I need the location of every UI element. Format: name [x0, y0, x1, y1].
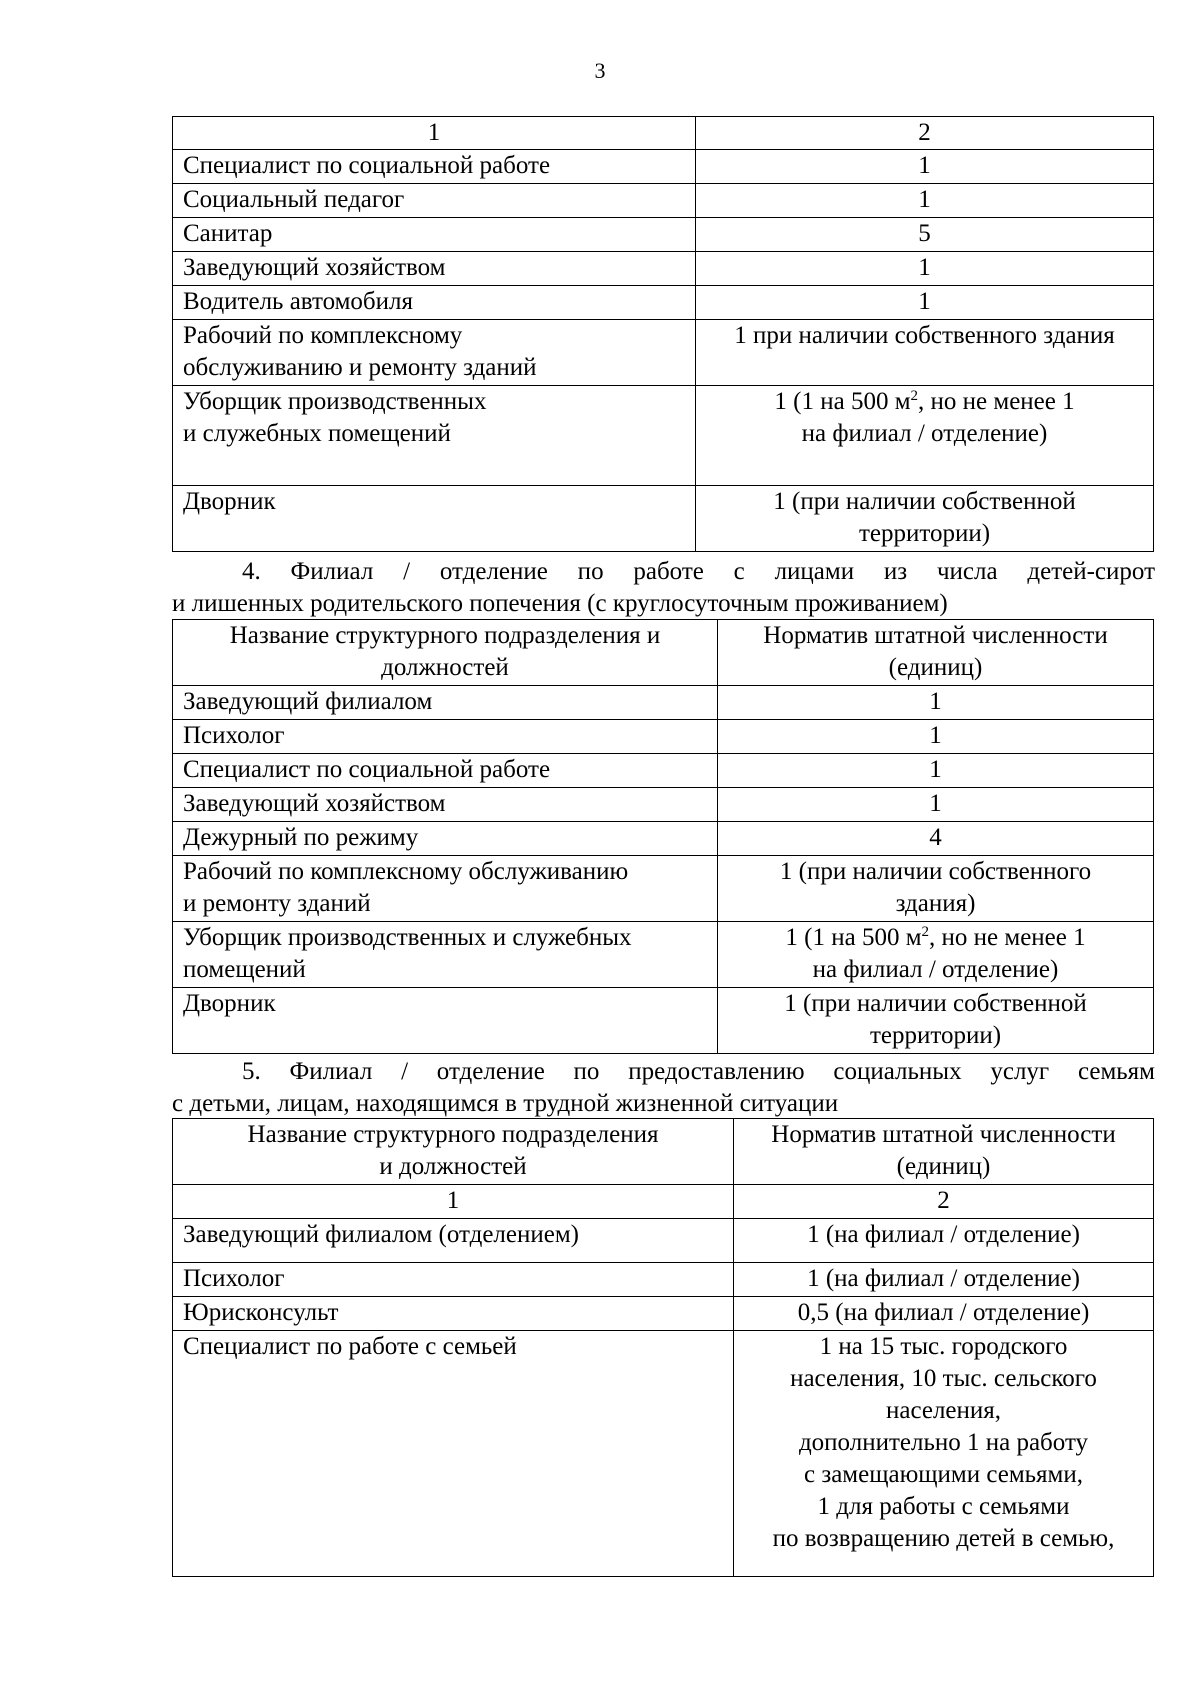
position-name [173, 922, 718, 988]
position-name: Дворник [173, 486, 696, 552]
staff-norm-line: по возвращению детей в семью, [772, 1525, 1115, 1552]
page-number: 3 [594, 58, 606, 83]
table-row [173, 1219, 1154, 1263]
staff-norm: 1 [696, 150, 1154, 184]
table-row [173, 486, 1154, 552]
column-number-1: 1 [173, 1185, 734, 1219]
staff-norm: 1 при наличии собственного здания [696, 320, 1154, 386]
norm-text: 1 (1 на 500 м [785, 924, 922, 951]
section-5-staffing-table [172, 1118, 1154, 1577]
table-row [173, 988, 1154, 1054]
header-line: (единиц) [888, 654, 983, 681]
heading-line: с детьми, лицам, находящимся в трудной жизненной ситуации [172, 1090, 839, 1117]
section-4-staffing-table [172, 619, 1154, 1054]
staff-norm: 1 [718, 788, 1154, 822]
staff-norm [696, 486, 1154, 552]
staff-norm-line [706, 386, 1143, 418]
table-row [173, 856, 1154, 922]
staff-norm-line [728, 922, 1143, 954]
column-header-name [173, 1119, 734, 1185]
staff-norm-line: населения, 10 тыс. сельского [790, 1365, 1097, 1392]
table-row [173, 1297, 1154, 1331]
position-name: Водитель автомобиля [173, 286, 696, 320]
staff-norm: 0,5 (на филиал / отделение) [734, 1297, 1154, 1331]
header-line: Название структурного подразделения и [229, 622, 661, 649]
position-name: Заведующий филиалом (отделением) [173, 1219, 734, 1263]
position-name: Специалист по работе с семьей [173, 1331, 734, 1577]
position-name: Заведующий хозяйством [173, 788, 718, 822]
staff-norm: 1 [718, 720, 1154, 754]
staff-norm-line: населения, [885, 1397, 1002, 1424]
position-name: Юрисконсульт [173, 1297, 734, 1331]
heading-line: и лишенных родительского попечения (с круглосуточным проживанием) [172, 590, 948, 617]
staff-norm [734, 1331, 1154, 1577]
position-name: Специалист по социальной работе [173, 150, 696, 184]
staff-norm [718, 988, 1154, 1054]
staff-norm-line: дополнительно 1 на работу [798, 1429, 1089, 1456]
position-name-line: Рабочий по комплексному [183, 322, 463, 349]
table-header-row [173, 1119, 1154, 1185]
staff-norm [696, 386, 1154, 486]
position-name: Санитар [173, 218, 696, 252]
staff-norm-line: 1 для работы с семьями [817, 1493, 1070, 1520]
table-row [173, 286, 1154, 320]
table-row [173, 822, 1154, 856]
position-name-line: Уборщик производственных [183, 388, 487, 415]
table-row [173, 788, 1154, 822]
table-row [173, 150, 1154, 184]
table-row [173, 386, 1154, 486]
table-header-row [173, 620, 1154, 686]
position-name: Дворник [173, 988, 718, 1054]
norm-text: , но не менее 1 [929, 924, 1086, 951]
position-name [173, 320, 696, 386]
header-line: должностей [381, 654, 509, 681]
staff-norm-line: территории) [869, 1022, 1002, 1049]
table-row [173, 252, 1154, 286]
position-name-line: обслуживанию и ремонту зданий [183, 354, 537, 381]
table-row [173, 922, 1154, 988]
header-line: (единиц) [896, 1153, 991, 1180]
position-name: Психолог [173, 720, 718, 754]
heading-line: 5. Филиал / отделение по предоставлению социальных услуг семьям [242, 1058, 1155, 1085]
table-row [173, 1263, 1154, 1297]
staff-norm-line: с замещающими семьями, [803, 1461, 1083, 1488]
column-number-2: 2 [734, 1185, 1154, 1219]
table-row [173, 720, 1154, 754]
staff-norm: 1 [696, 184, 1154, 218]
staff-norm-line: 1 на 15 тыс. городского [819, 1333, 1068, 1360]
column-number-2: 2 [696, 117, 1154, 150]
staff-norm: 1 [718, 686, 1154, 720]
staff-norm-line: 1 (при наличии собственного [779, 858, 1092, 885]
norm-text: 1 (1 на 500 м [774, 388, 911, 415]
position-name: Психолог [173, 1263, 734, 1297]
staff-norm-line: на филиал / отделение) [801, 420, 1048, 447]
heading-line: 4. Филиал / отделение по работе с лицами из числа детей-сирот [242, 558, 1155, 585]
position-name-line: Уборщик производственных и служебных [183, 924, 632, 951]
table-row [173, 184, 1154, 218]
section-5-heading [172, 1056, 1155, 1120]
position-name: Заведующий хозяйством [173, 252, 696, 286]
table-row [173, 754, 1154, 788]
column-numbers-row [173, 1185, 1154, 1219]
position-name [173, 386, 696, 486]
superscript-2: 2 [910, 388, 919, 404]
staff-norm: 1 [696, 252, 1154, 286]
position-name: Заведующий филиалом [173, 686, 718, 720]
header-line: Норматив штатной численности [771, 1121, 1116, 1148]
position-name: Специалист по социальной работе [173, 754, 718, 788]
staff-norm-line: 1 (при наличии собственной [784, 990, 1087, 1017]
table-row [173, 686, 1154, 720]
table-row [173, 218, 1154, 252]
position-name: Дежурный по режиму [173, 822, 718, 856]
column-header-norm [718, 620, 1154, 686]
section-4-heading [172, 556, 1155, 620]
staff-norm: 1 (на филиал / отделение) [734, 1219, 1154, 1263]
header-line: Норматив штатной численности [763, 622, 1108, 649]
position-name: Социальный педагог [173, 184, 696, 218]
staff-norm [718, 922, 1154, 988]
table-row [173, 320, 1154, 386]
position-name-line: и ремонту зданий [183, 890, 371, 917]
table-header-row [173, 117, 1154, 150]
position-name-line: помещений [183, 956, 306, 983]
staff-norm-line: 1 (при наличии собственной [773, 488, 1076, 515]
position-name-line: и служебных помещений [183, 420, 451, 447]
table-row [173, 1331, 1154, 1577]
staff-norm: 1 [696, 286, 1154, 320]
column-header-norm [734, 1119, 1154, 1185]
staff-norm: 5 [696, 218, 1154, 252]
staff-norm: 1 (на филиал / отделение) [734, 1263, 1154, 1297]
staff-norm-line: территории) [858, 520, 991, 547]
position-name [173, 856, 718, 922]
staff-norm-line: здания) [895, 890, 976, 917]
staff-norm: 1 [718, 754, 1154, 788]
staff-norm-line: на филиал / отделение) [812, 956, 1059, 983]
staff-norm [718, 856, 1154, 922]
norm-text: , но не менее 1 [918, 388, 1075, 415]
header-line: и должностей [379, 1153, 527, 1180]
staffing-table-continued [172, 116, 1154, 552]
column-number-1: 1 [173, 117, 696, 150]
column-header-name [173, 620, 718, 686]
header-line: Название структурного подразделения [247, 1121, 659, 1148]
position-name-line: Рабочий по комплексному обслуживанию [183, 858, 629, 885]
superscript-2: 2 [921, 924, 930, 940]
staff-norm: 4 [718, 822, 1154, 856]
